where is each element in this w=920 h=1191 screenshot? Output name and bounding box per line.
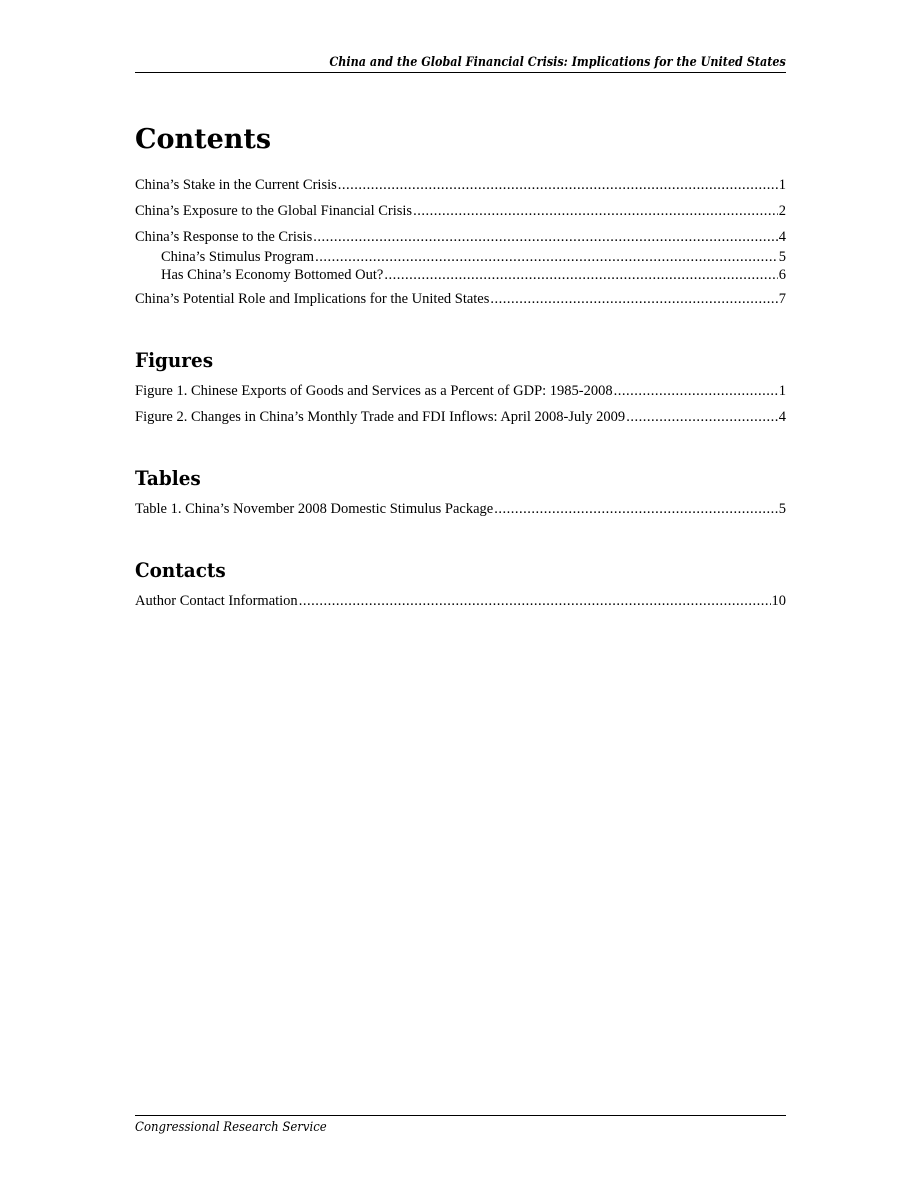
dot-leader xyxy=(413,202,778,220)
toc-entry-bottomed-out[interactable] xyxy=(135,266,786,284)
dot-leader xyxy=(384,266,777,284)
toc-entry-page: 6 xyxy=(778,267,786,283)
toc-entry-label: China’s Potential Role and Implications for the United States xyxy=(135,291,490,307)
toc-entry-author-contact[interactable] xyxy=(135,592,786,610)
toc-entry-figure-1[interactable] xyxy=(135,382,786,400)
toc-entry-stake[interactable] xyxy=(135,176,786,194)
toc-entry-page: 2 xyxy=(778,203,786,219)
toc-entry-stimulus[interactable] xyxy=(135,248,786,266)
running-header xyxy=(135,55,786,73)
dot-leader xyxy=(338,176,778,194)
tables-list xyxy=(135,500,786,518)
figures-list xyxy=(135,382,786,426)
contents-section xyxy=(135,120,786,308)
tables-section xyxy=(135,464,786,518)
toc-entry-page: 5 xyxy=(778,249,786,265)
toc-entry-potential-role[interactable] xyxy=(135,290,786,308)
figures-heading: Figures xyxy=(135,348,214,372)
dot-leader xyxy=(313,228,778,246)
toc-entry-page: 1 xyxy=(778,383,786,399)
dot-leader xyxy=(315,248,778,266)
toc-entry-page: 10 xyxy=(771,593,786,609)
page-footer xyxy=(135,1115,786,1140)
contents-heading: Contents xyxy=(135,124,272,155)
toc-entry-page: 1 xyxy=(778,177,786,193)
toc-entry-page: 5 xyxy=(778,501,786,517)
tables-heading: Tables xyxy=(135,466,201,490)
figures-section xyxy=(135,346,786,426)
contacts-section xyxy=(135,556,786,610)
contacts-heading: Contacts xyxy=(135,558,226,582)
footer-organization: Congressional Research Service xyxy=(135,1120,327,1135)
toc-entry-label: Has China’s Economy Bottomed Out? xyxy=(161,267,384,283)
toc-entry-label: China’s Response to the Crisis xyxy=(135,229,313,245)
dot-leader xyxy=(626,408,778,426)
toc-entry-label: Figure 2. Changes in China’s Monthly Trade and FDI Inflows: April 2008-July 2009 xyxy=(135,409,626,425)
toc-entry-label: China’s Stimulus Program xyxy=(161,249,315,265)
toc-entry-page: 4 xyxy=(778,229,786,245)
toc-entry-label: Figure 1. Chinese Exports of Goods and Services as a Percent of GDP: 1985-2008 xyxy=(135,383,613,399)
toc-entry-label: Table 1. China’s November 2008 Domestic Stimulus Package xyxy=(135,501,494,517)
table-of-contents xyxy=(135,120,786,610)
toc-entry-label: Author Contact Information xyxy=(135,593,298,609)
toc-entry-label: China’s Stake in the Current Crisis xyxy=(135,177,337,193)
toc-entry-exposure[interactable] xyxy=(135,202,786,220)
toc-entry-page: 4 xyxy=(778,409,786,425)
contents-list xyxy=(135,176,786,308)
dot-leader xyxy=(494,500,778,518)
dot-leader xyxy=(490,290,777,308)
toc-entry-table-1[interactable] xyxy=(135,500,786,518)
toc-entry-figure-2[interactable] xyxy=(135,408,786,426)
dot-leader xyxy=(299,592,771,610)
toc-entry-page: 7 xyxy=(778,291,786,307)
dot-leader xyxy=(614,382,778,400)
toc-entry-label: China’s Exposure to the Global Financial Crisis xyxy=(135,203,413,219)
contacts-list xyxy=(135,592,786,610)
toc-entry-response[interactable] xyxy=(135,228,786,246)
running-title: China and the Global Financial Crisis: Implications for the United States xyxy=(329,55,786,70)
